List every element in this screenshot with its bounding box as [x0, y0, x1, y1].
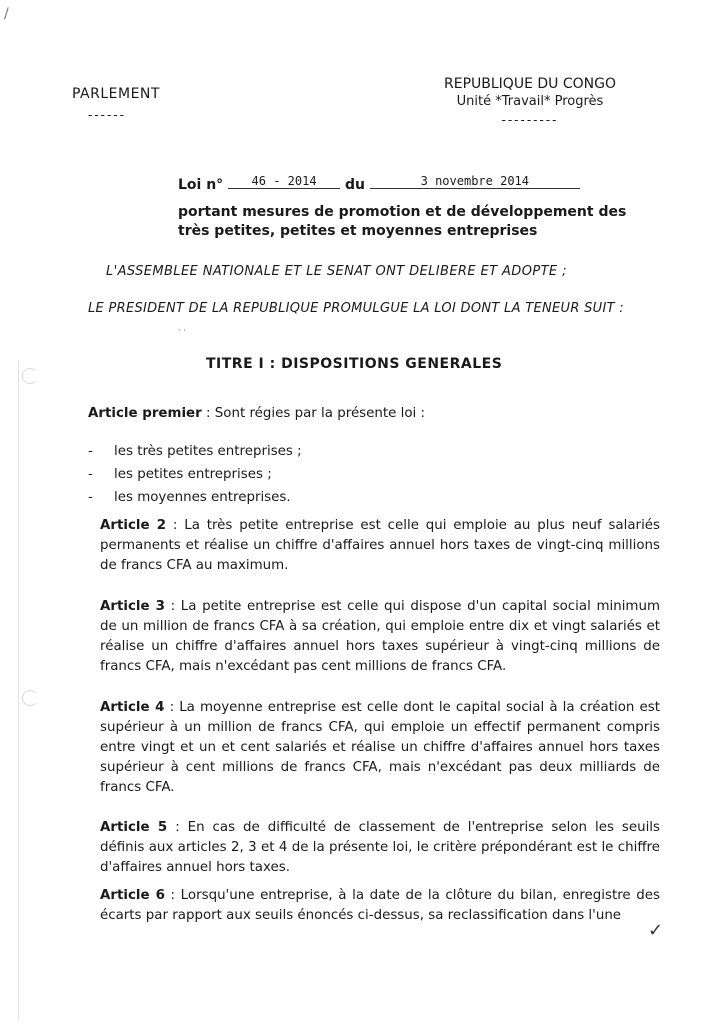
article-premier	[88, 404, 648, 424]
titre-heading: TITRE I : DISPOSITIONS GENERALES	[206, 356, 503, 372]
article-text: : En cas de difficulté de classement de l'entreprise selon les seuils définis aux articles 2, 3 et 4 de la présente loi, le critère prépondérant est le chiffre d'affaires annuel hors taxes.	[100, 820, 660, 875]
loi-number-line	[178, 174, 580, 193]
binder-hole-mark	[22, 690, 38, 706]
list-item-text: les petites entreprises ;	[114, 467, 272, 482]
margin-mark: /	[4, 6, 9, 22]
republique-title: REPUBLIQUE DU CONGO	[444, 76, 616, 92]
binder-hole-mark	[22, 368, 38, 384]
article-text: : La moyenne entreprise est celle dont le capital social à la création est supérieur à un million de francs CFA, qui emploie un effectif permanent compris entre vingt et un et cent salariés et réalise un chiffre d'affaires annuel hors taxes supérieur à cent millions de francs CFA, mais n'excédant pas deux milliards de francs CFA.	[100, 700, 661, 795]
article-label: Article 4	[100, 700, 165, 715]
parlement-dash: ------	[88, 108, 126, 122]
article-4	[100, 698, 660, 798]
list-item: - les très petites entreprises ;	[88, 442, 648, 462]
preamble-president: LE PRESIDENT DE LA REPUBLIQUE PROMULGUE LA LOI DONT LA TENEUR SUIT :	[88, 301, 624, 316]
article-text: : La très petite entreprise est celle qui emploie au plus neuf salariés permanents et réalise un chiffre d'affaires annuel hors taxes de vingt-cinq millions de francs CFA au maximum.	[100, 518, 660, 573]
article-text: : Lorsqu'une entreprise, à la date de la clôture du bilan, enregistre des écarts par rapport aux seuils énoncés ci-dessus, sa reclassification dans l'une	[100, 888, 660, 923]
article-label: Article 6	[100, 888, 165, 903]
stray-marks: · ·	[178, 326, 186, 335]
loi-prefix: Loi n°	[178, 177, 224, 193]
enterprise-list	[88, 442, 648, 511]
preamble-assembly: L'ASSEMBLEE NATIONALE ET LE SENAT ONT DELIBERE ET ADOPTE ;	[106, 264, 567, 279]
article-5	[100, 818, 660, 878]
list-item-text: les très petites entreprises ;	[114, 444, 302, 459]
header-republique	[430, 76, 630, 127]
check-mark-icon: ✓	[648, 920, 664, 941]
article-label: Article 2	[100, 518, 167, 533]
list-item: - les moyennes entreprises.	[88, 488, 648, 508]
article-text: : La petite entreprise est celle qui dispose d'un capital social minimum de un million de francs CFA à sa création, qui emploie entre dix et vingt salariés et réalise un chiffre d'affaires annuel hors taxes supérieur à vingt-cinq millions de francs CFA, mais n'excédant pas cent millions de francs CFA.	[100, 599, 661, 674]
header-parlement	[72, 86, 160, 122]
republique-dash: ---------	[501, 113, 559, 127]
article-text: : Sont régies par la présente loi :	[201, 406, 426, 421]
parlement-title: PARLEMENT	[72, 86, 160, 102]
article-label: Article premier	[88, 406, 202, 421]
article-label: Article 5	[100, 820, 168, 835]
loi-date: 3 novembre 2014	[370, 174, 580, 189]
loi-number: 46 - 2014	[228, 174, 340, 189]
loi-du: du	[344, 177, 365, 193]
article-2	[100, 516, 660, 576]
article-3	[100, 597, 660, 677]
article-label: Article 3	[100, 599, 165, 614]
article-6	[100, 886, 660, 926]
republique-motto: Unité *Travail* Progrès	[456, 94, 604, 109]
list-item: - les petites entreprises ;	[88, 465, 648, 485]
loi-title: portant mesures de promotion et de développement des très petites, petites et moyennes entreprises	[178, 204, 627, 239]
list-item-text: les moyennes entreprises.	[114, 490, 291, 505]
